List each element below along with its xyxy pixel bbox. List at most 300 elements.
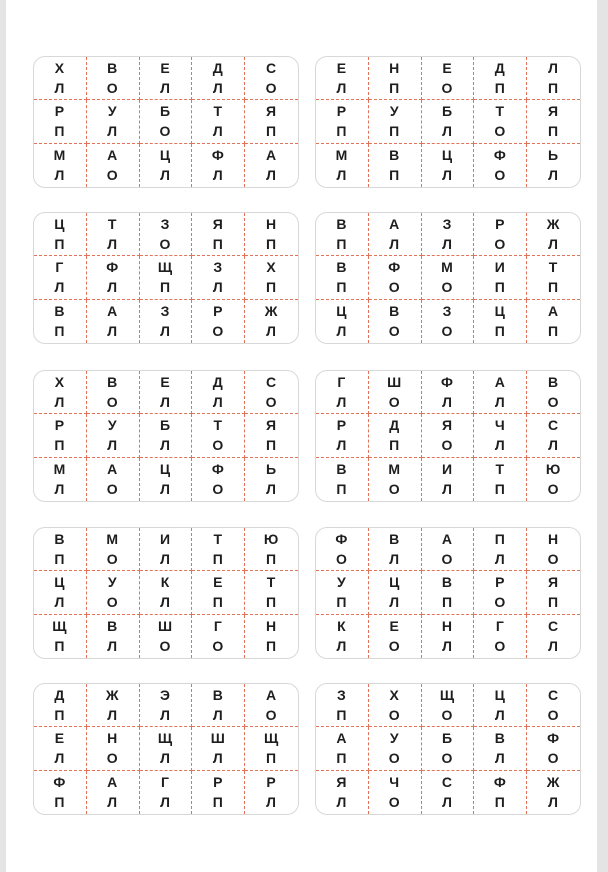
syllable-cell	[245, 414, 298, 457]
cell-letter-bottom: Л	[107, 279, 119, 296]
cell-letter-bottom: О	[388, 638, 401, 655]
syllable-cell	[140, 100, 193, 143]
cell-letter-top: В	[54, 303, 66, 320]
cell-letter-top: И	[494, 259, 506, 276]
syllable-cell	[422, 571, 475, 614]
cell-letter-top: Г	[213, 618, 223, 635]
syllable-cell	[474, 213, 527, 256]
syllable-cell	[527, 458, 580, 501]
syllable-cell	[474, 458, 527, 501]
cell-letter-top: В	[54, 531, 66, 548]
cell-letter-top: Ч	[389, 774, 401, 791]
cell-letter-top: Р	[213, 303, 224, 320]
cell-letter-bottom: П	[266, 279, 278, 296]
cell-letter-top: Ц	[494, 687, 506, 704]
syllable-cell	[316, 57, 369, 100]
cell-letter-bottom: О	[547, 750, 560, 767]
cell-letter-top: Ж	[546, 774, 561, 791]
cell-letter-top: Ь	[548, 147, 560, 164]
cell-letter-bottom: П	[54, 437, 66, 454]
cell-letter-bottom: П	[266, 437, 278, 454]
cell-letter-top: Е	[389, 618, 400, 635]
cell-letter-top: Ф	[211, 147, 225, 164]
syllable-cell	[87, 256, 140, 299]
syllable-cell	[140, 684, 193, 727]
cell-letter-top: В	[494, 730, 506, 747]
cell-letter-bottom: П	[494, 481, 506, 498]
cell-letter-bottom: Л	[107, 794, 119, 811]
cell-letter-top: С	[266, 60, 278, 77]
syllable-cell	[527, 571, 580, 614]
cell-letter-top: Г	[161, 774, 170, 791]
cell-letter-bottom: П	[336, 707, 348, 724]
cell-letter-bottom: О	[106, 481, 119, 498]
syllable-cell	[422, 684, 475, 727]
cell-letter-top: Н	[441, 618, 454, 635]
cell-letter-bottom: Л	[212, 279, 224, 296]
cell-letter-top: А	[107, 774, 119, 791]
cell-letter-top: Ф	[547, 730, 561, 747]
cell-letter-top: З	[442, 216, 453, 233]
cell-letter-top: Т	[495, 461, 506, 478]
syllable-cell	[474, 771, 527, 814]
syllable-cell	[245, 300, 298, 343]
cell-letter-top: Х	[266, 259, 277, 276]
syllable-cell	[422, 371, 475, 414]
cell-letter-bottom: О	[265, 80, 278, 97]
cell-letter-bottom: О	[547, 394, 560, 411]
cell-letter-bottom: Л	[212, 80, 224, 97]
cell-letter-top: Е	[213, 574, 224, 591]
syllable-cell	[422, 213, 475, 256]
syllable-cell	[192, 414, 245, 457]
cell-letter-top: Ж	[264, 303, 279, 320]
cell-letter-bottom: Л	[336, 323, 348, 340]
syllable-cell	[369, 414, 422, 457]
syllable-cell	[369, 771, 422, 814]
syllable-cell	[422, 100, 475, 143]
syllable-cell	[245, 684, 298, 727]
syllable-cell	[34, 213, 87, 256]
syllable-cell	[192, 57, 245, 100]
cell-letter-top: З	[160, 303, 171, 320]
cell-letter-bottom: П	[212, 594, 224, 611]
cell-letter-bottom: Л	[442, 236, 453, 253]
cell-letter-bottom: П	[494, 80, 506, 97]
cell-letter-top: В	[389, 303, 401, 320]
cell-letter-top: А	[548, 303, 560, 320]
syllable-cell	[34, 300, 87, 343]
cell-letter-bottom: П	[212, 551, 224, 568]
cell-letter-bottom: О	[212, 323, 225, 340]
syllable-cell	[527, 615, 580, 658]
syllable-cell	[245, 771, 298, 814]
cell-letter-bottom: О	[388, 323, 401, 340]
cell-letter-bottom: Л	[54, 167, 66, 184]
card-grid	[34, 684, 298, 814]
syllable-cell	[87, 458, 140, 501]
syllable-card	[315, 370, 581, 502]
cell-letter-bottom: Л	[266, 323, 277, 340]
syllable-cell	[422, 144, 475, 187]
cell-letter-bottom: Л	[266, 167, 277, 184]
syllable-cell	[192, 213, 245, 256]
syllable-cell	[140, 615, 193, 658]
cell-letter-bottom: Л	[107, 236, 119, 253]
cell-letter-bottom: Л	[54, 80, 66, 97]
card-grid	[34, 213, 298, 343]
syllable-card	[33, 56, 299, 188]
syllable-cell	[34, 571, 87, 614]
cell-letter-top: Ц	[159, 147, 172, 164]
cell-letter-top: Р	[54, 417, 66, 434]
cell-letter-top: Т	[266, 574, 277, 591]
syllable-cell	[422, 300, 475, 343]
cell-letter-top: Б	[159, 417, 172, 434]
cell-letter-bottom: О	[106, 750, 119, 767]
syllable-cell	[245, 458, 298, 501]
cell-letter-top: Э	[160, 687, 171, 704]
syllable-cell	[474, 371, 527, 414]
cell-letter-top: Р	[213, 774, 224, 791]
cell-letter-bottom: Л	[54, 594, 66, 611]
syllable-cell	[316, 727, 369, 770]
cell-letter-bottom: Л	[266, 794, 277, 811]
cell-letter-bottom: О	[441, 80, 454, 97]
cell-letter-top: З	[160, 216, 171, 233]
cell-letter-top: В	[389, 531, 401, 548]
syllable-cell	[369, 615, 422, 658]
cell-letter-bottom: П	[389, 167, 401, 184]
cell-letter-bottom: О	[159, 638, 172, 655]
syllable-cell	[422, 771, 475, 814]
syllable-cell	[34, 100, 87, 143]
syllable-cell	[527, 371, 580, 414]
syllable-cell	[369, 684, 422, 727]
cell-letter-bottom: О	[388, 794, 401, 811]
cell-letter-bottom: П	[389, 123, 401, 140]
cell-letter-bottom: П	[266, 750, 278, 767]
cell-letter-bottom: П	[266, 123, 278, 140]
syllable-cell	[474, 684, 527, 727]
cell-letter-top: Ц	[336, 303, 348, 320]
cell-letter-top: В	[107, 60, 119, 77]
syllable-cell	[245, 528, 298, 571]
cell-letter-bottom: П	[54, 638, 66, 655]
cell-letter-bottom: Л	[336, 80, 348, 97]
cell-letter-top: Ф	[493, 147, 507, 164]
syllable-cell	[140, 727, 193, 770]
syllable-cell	[140, 571, 193, 614]
cell-letter-top: Ч	[494, 417, 506, 434]
card-grid	[34, 371, 298, 501]
cell-letter-bottom: Л	[336, 167, 348, 184]
cell-letter-top: В	[107, 374, 119, 391]
syllable-cell	[369, 213, 422, 256]
cell-letter-bottom: Л	[160, 323, 171, 340]
syllable-cell	[87, 300, 140, 343]
cell-letter-top: Ю	[545, 461, 562, 478]
cell-letter-top: Н	[266, 618, 278, 635]
cell-letter-bottom: О	[494, 236, 507, 253]
cell-letter-top: Б	[159, 103, 172, 120]
cell-letter-top: Я	[548, 574, 560, 591]
cell-letter-top: Я	[266, 103, 278, 120]
syllable-cell	[527, 213, 580, 256]
syllable-cell	[192, 371, 245, 414]
cell-letter-top: В	[336, 216, 348, 233]
syllable-cell	[87, 144, 140, 187]
syllable-cell	[527, 528, 580, 571]
cell-letter-bottom: П	[548, 323, 560, 340]
cell-letter-top: Р	[495, 574, 506, 591]
cell-letter-top: Р	[495, 216, 506, 233]
cell-letter-top: Е	[442, 60, 453, 77]
cell-letter-top: С	[548, 417, 560, 434]
cell-letter-bottom: О	[106, 594, 119, 611]
cell-letter-top: Е	[336, 60, 348, 77]
cell-letter-bottom: Л	[494, 707, 506, 724]
syllable-cell	[87, 414, 140, 457]
cell-letter-bottom: Л	[548, 794, 559, 811]
cell-letter-bottom: Л	[107, 323, 119, 340]
syllable-cell	[527, 684, 580, 727]
cell-letter-bottom: П	[548, 123, 560, 140]
cell-letter-bottom: О	[159, 236, 172, 253]
syllable-cell	[140, 414, 193, 457]
syllable-cell	[34, 771, 87, 814]
cell-letter-top: Е	[160, 60, 171, 77]
cell-letter-bottom: О	[441, 551, 454, 568]
syllable-cell	[422, 727, 475, 770]
cell-letter-top: У	[389, 730, 400, 747]
syllable-cell	[245, 371, 298, 414]
cell-letter-bottom: Л	[389, 236, 401, 253]
cell-letter-bottom: Л	[54, 279, 66, 296]
syllable-cell	[474, 100, 527, 143]
cell-letter-top: Т	[213, 531, 224, 548]
cell-letter-bottom: Л	[336, 794, 348, 811]
syllable-cell	[474, 57, 527, 100]
cell-letter-bottom: Л	[107, 437, 119, 454]
cell-letter-top: З	[442, 303, 453, 320]
cell-letter-bottom: Л	[548, 167, 559, 184]
syllable-cell	[245, 57, 298, 100]
cell-letter-top: Ф	[335, 531, 349, 548]
cell-letter-bottom: Л	[212, 394, 224, 411]
cell-letter-top: Д	[212, 374, 224, 391]
cell-letter-top: Ф	[493, 774, 507, 791]
cell-letter-bottom: П	[389, 437, 401, 454]
cell-letter-top: В	[441, 574, 454, 591]
syllable-cell	[34, 615, 87, 658]
cell-letter-bottom: П	[336, 123, 348, 140]
syllable-cell	[192, 144, 245, 187]
cell-letter-bottom: П	[548, 279, 560, 296]
cell-letter-top: Ш	[210, 730, 226, 747]
syllable-cell	[422, 615, 475, 658]
cell-letter-bottom: О	[388, 394, 401, 411]
cell-letter-top: Я	[441, 417, 454, 434]
cell-letter-top: К	[160, 574, 171, 591]
syllable-cell	[87, 571, 140, 614]
cell-letter-bottom: П	[266, 638, 278, 655]
syllable-cell	[192, 771, 245, 814]
cell-letter-bottom: О	[106, 551, 119, 568]
syllable-cell	[192, 615, 245, 658]
syllable-cell	[474, 300, 527, 343]
cell-letter-top: Щ	[157, 259, 174, 276]
cell-letter-bottom: О	[494, 594, 507, 611]
syllable-cell	[316, 528, 369, 571]
syllable-cell	[369, 528, 422, 571]
syllable-cell	[87, 615, 140, 658]
cell-letter-bottom: Л	[160, 437, 171, 454]
cell-letter-bottom: П	[336, 279, 348, 296]
cell-letter-top: Р	[54, 103, 66, 120]
cell-letter-bottom: Л	[336, 638, 348, 655]
cell-letter-bottom: Л	[336, 437, 348, 454]
cell-letter-bottom: О	[212, 481, 225, 498]
cell-letter-bottom: П	[54, 551, 66, 568]
syllable-card	[315, 527, 581, 659]
syllable-cell	[474, 256, 527, 299]
cell-letter-top: Х	[389, 687, 400, 704]
cell-letter-top: З	[213, 259, 224, 276]
cell-letter-bottom: Л	[266, 481, 277, 498]
cell-letter-bottom: Л	[548, 638, 559, 655]
cell-letter-bottom: Л	[160, 80, 171, 97]
cell-letter-bottom: О	[547, 551, 560, 568]
cell-letter-top: Л	[548, 60, 559, 77]
cell-letter-top: Н	[266, 216, 278, 233]
syllable-card	[33, 212, 299, 344]
cell-letter-top: Ф	[106, 259, 120, 276]
cell-letter-top: У	[107, 417, 118, 434]
syllable-cell	[369, 144, 422, 187]
cell-letter-bottom: П	[212, 794, 224, 811]
cell-letter-bottom: Л	[212, 750, 224, 767]
cell-letter-top: М	[106, 531, 120, 548]
card-grid	[316, 528, 580, 658]
syllable-cell	[316, 615, 369, 658]
cell-letter-bottom: П	[336, 236, 348, 253]
cell-letter-bottom: Л	[107, 123, 119, 140]
cell-letter-top: Ж	[105, 687, 120, 704]
cell-letter-bottom: П	[494, 794, 506, 811]
syllable-cell	[369, 371, 422, 414]
cell-letter-top: У	[389, 103, 400, 120]
syllable-cell	[87, 727, 140, 770]
cell-letter-top: С	[266, 374, 278, 391]
cell-letter-bottom: Л	[160, 167, 171, 184]
cell-letter-top: Б	[441, 103, 454, 120]
cell-letter-bottom: О	[265, 707, 278, 724]
syllable-cell	[474, 615, 527, 658]
cell-letter-bottom: О	[388, 707, 401, 724]
card-grid	[316, 371, 580, 501]
cell-letter-top: Ф	[441, 374, 454, 391]
syllable-cell	[245, 256, 298, 299]
cell-letter-bottom: Л	[107, 707, 119, 724]
syllable-cell	[316, 256, 369, 299]
cell-letter-bottom: О	[335, 551, 348, 568]
syllable-cell	[140, 300, 193, 343]
cell-letter-bottom: Л	[336, 394, 348, 411]
cell-letter-bottom: О	[159, 123, 172, 140]
cell-letter-top: В	[548, 374, 560, 391]
syllable-cell	[527, 256, 580, 299]
cell-letter-top: Ш	[387, 374, 403, 391]
cell-letter-top: Н	[107, 730, 119, 747]
syllable-cell	[527, 727, 580, 770]
syllable-cell	[192, 100, 245, 143]
cell-letter-bottom: Л	[442, 123, 453, 140]
cell-letter-top: Г	[55, 259, 65, 276]
cell-letter-bottom: П	[336, 750, 348, 767]
syllable-cell	[34, 684, 87, 727]
cell-letter-top: И	[159, 531, 172, 548]
syllable-cell	[316, 371, 369, 414]
cell-letter-top: Я	[266, 417, 278, 434]
cell-letter-bottom: П	[494, 323, 506, 340]
cell-letter-bottom: Л	[160, 481, 171, 498]
cell-letter-bottom: О	[441, 437, 454, 454]
syllable-cell	[369, 458, 422, 501]
cell-letter-top: Ф	[53, 774, 67, 791]
cell-letter-bottom: Л	[160, 794, 171, 811]
syllable-cell	[192, 256, 245, 299]
syllable-card	[315, 683, 581, 815]
cell-letter-top: Ц	[494, 303, 506, 320]
cell-letter-top: С	[548, 618, 560, 635]
cell-letter-top: А	[336, 730, 348, 747]
syllable-cell	[245, 571, 298, 614]
cell-letter-top: П	[494, 531, 506, 548]
cell-letter-bottom: Л	[160, 594, 171, 611]
syllable-cell	[369, 57, 422, 100]
syllable-cell	[369, 100, 422, 143]
cell-letter-bottom: П	[389, 80, 401, 97]
cell-letter-bottom: О	[494, 638, 507, 655]
cell-letter-top: Ф	[388, 259, 402, 276]
syllable-cell	[316, 458, 369, 501]
syllable-cell	[474, 144, 527, 187]
syllable-cell	[34, 727, 87, 770]
cell-letter-top: Б	[441, 730, 454, 747]
cell-letter-top: Ц	[159, 461, 172, 478]
cell-letter-bottom: Л	[160, 551, 171, 568]
cell-letter-top: Т	[107, 216, 118, 233]
syllable-cell	[474, 528, 527, 571]
syllable-cell	[245, 100, 298, 143]
cell-letter-top: Е	[54, 730, 66, 747]
card-grid	[316, 213, 580, 343]
cell-letter-top: У	[107, 103, 118, 120]
cell-letter-bottom: Л	[212, 167, 224, 184]
syllable-cell	[527, 144, 580, 187]
cell-letter-top: А	[441, 531, 454, 548]
cell-letter-bottom: Л	[160, 750, 171, 767]
syllable-cell	[527, 300, 580, 343]
cell-letter-top: Ю	[263, 531, 280, 548]
card-grid	[34, 57, 298, 187]
cell-letter-top: Т	[548, 259, 559, 276]
cell-letter-bottom: П	[441, 594, 454, 611]
syllable-card	[33, 683, 299, 815]
cell-letter-top: Н	[548, 531, 560, 548]
cell-letter-bottom: О	[106, 394, 119, 411]
